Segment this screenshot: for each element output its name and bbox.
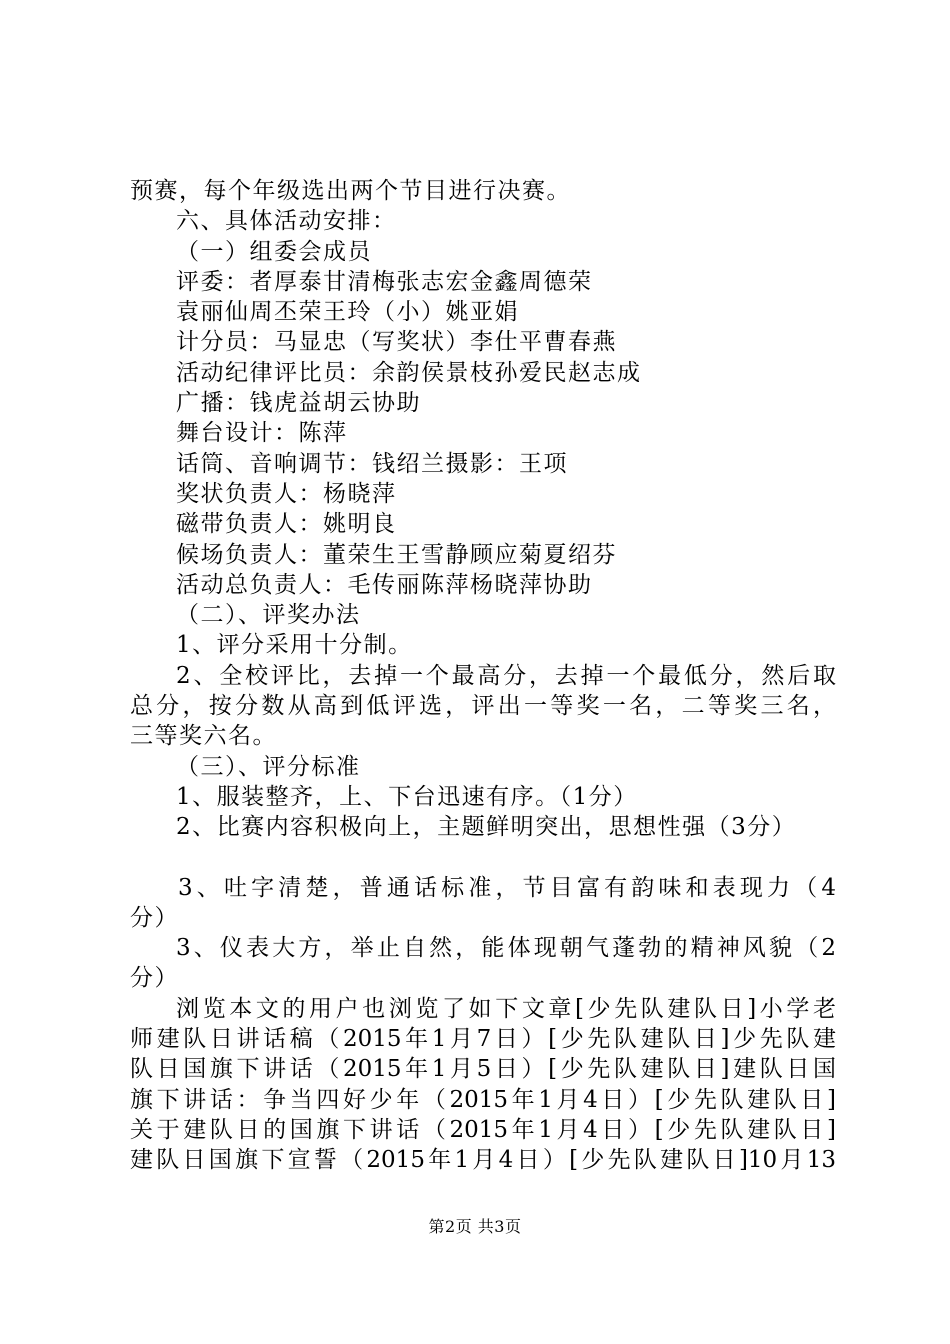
spacer xyxy=(130,843,836,873)
text-line: 活动纪律评比员：余韵侯景枝孙爱民赵志成 xyxy=(176,359,642,386)
text-line: 队日国旗下讲话（2015年1月5日）[少先队建队日]建队日国 xyxy=(130,1056,836,1083)
text-line: 三等奖六名。 xyxy=(130,723,277,750)
text-line: 分） xyxy=(130,965,179,992)
text-line: 师建队日讲话稿（2015年1月7日）[少先队建队日]少先队建 xyxy=(130,1026,836,1053)
text-line: 1、服装整齐，上、下台迅速有序。（1分） xyxy=(176,783,638,810)
text-line: 舞台设计：陈萍 xyxy=(176,420,348,447)
text-line: 话筒、音响调节：钱绍兰摄影：王项 xyxy=(176,450,568,477)
text-line: 广播：钱虎益胡云协助 xyxy=(176,390,421,417)
text-line: 活动总负责人：毛传丽陈萍杨晓萍协助 xyxy=(176,571,593,598)
subsection-heading: （三）、评分标准 xyxy=(176,753,361,780)
text-line: 关于建队日的国旗下讲话（2015年1月4日）[少先队建队日] xyxy=(130,1116,836,1143)
text-line: 1、评分采用十分制。 xyxy=(176,632,413,659)
text-line: 袁丽仙周丕荣王玲（小）姚亚娟 xyxy=(176,299,519,326)
text-line: 3、仪表大方，举止自然，能体现朝气蓬勃的精神风貌（2 xyxy=(176,935,836,962)
text-line: 旗下讲话：争当四好少年（2015年1月4日）[少先队建队日] xyxy=(130,1086,836,1113)
subsection-heading: （一）组委会成员 xyxy=(176,238,372,265)
text-line: 3、吐字清楚，普通话标准，节目富有韵味和表现力（4 xyxy=(178,874,836,901)
section-heading: 六、具体活动安排： xyxy=(176,208,397,235)
text-line: 评委：者厚泰甘清梅张志宏金鑫周德荣 xyxy=(176,268,593,295)
text-line: 建队日国旗下宣誓（2015年1月4日）[少先队建队日]10月13 xyxy=(130,1147,836,1174)
text-line: 奖状负责人：杨晓萍 xyxy=(176,480,397,507)
text-line: 2、比赛内容积极向上，主题鲜明突出，思想性强（3分） xyxy=(176,814,797,841)
page-number: 第2页 共3页 xyxy=(428,1217,522,1236)
text-line: 候场负责人：董荣生王雪静顾应菊夏绍芬 xyxy=(176,541,617,568)
text-line: 预赛，每个年级选出两个节目进行决赛。 xyxy=(130,178,571,204)
text-line: 总分，按分数从高到低评选，评出一等奖一名，二等奖三名， xyxy=(130,693,836,720)
document-body xyxy=(130,176,836,1176)
text-line: 计分员：马显忠（写奖状）李仕平曹春燕 xyxy=(176,329,617,356)
text-line: 分） xyxy=(130,904,179,931)
text-line: 浏览本文的用户也浏览了如下文章[少先队建队日]小学老 xyxy=(176,995,836,1022)
text-line: 磁带负责人：姚明良 xyxy=(176,511,397,538)
subsection-heading: （二）、评奖办法 xyxy=(176,602,361,629)
text-line: 2、全校评比，去掉一个最高分，去掉一个最低分，然后取 xyxy=(176,662,836,689)
